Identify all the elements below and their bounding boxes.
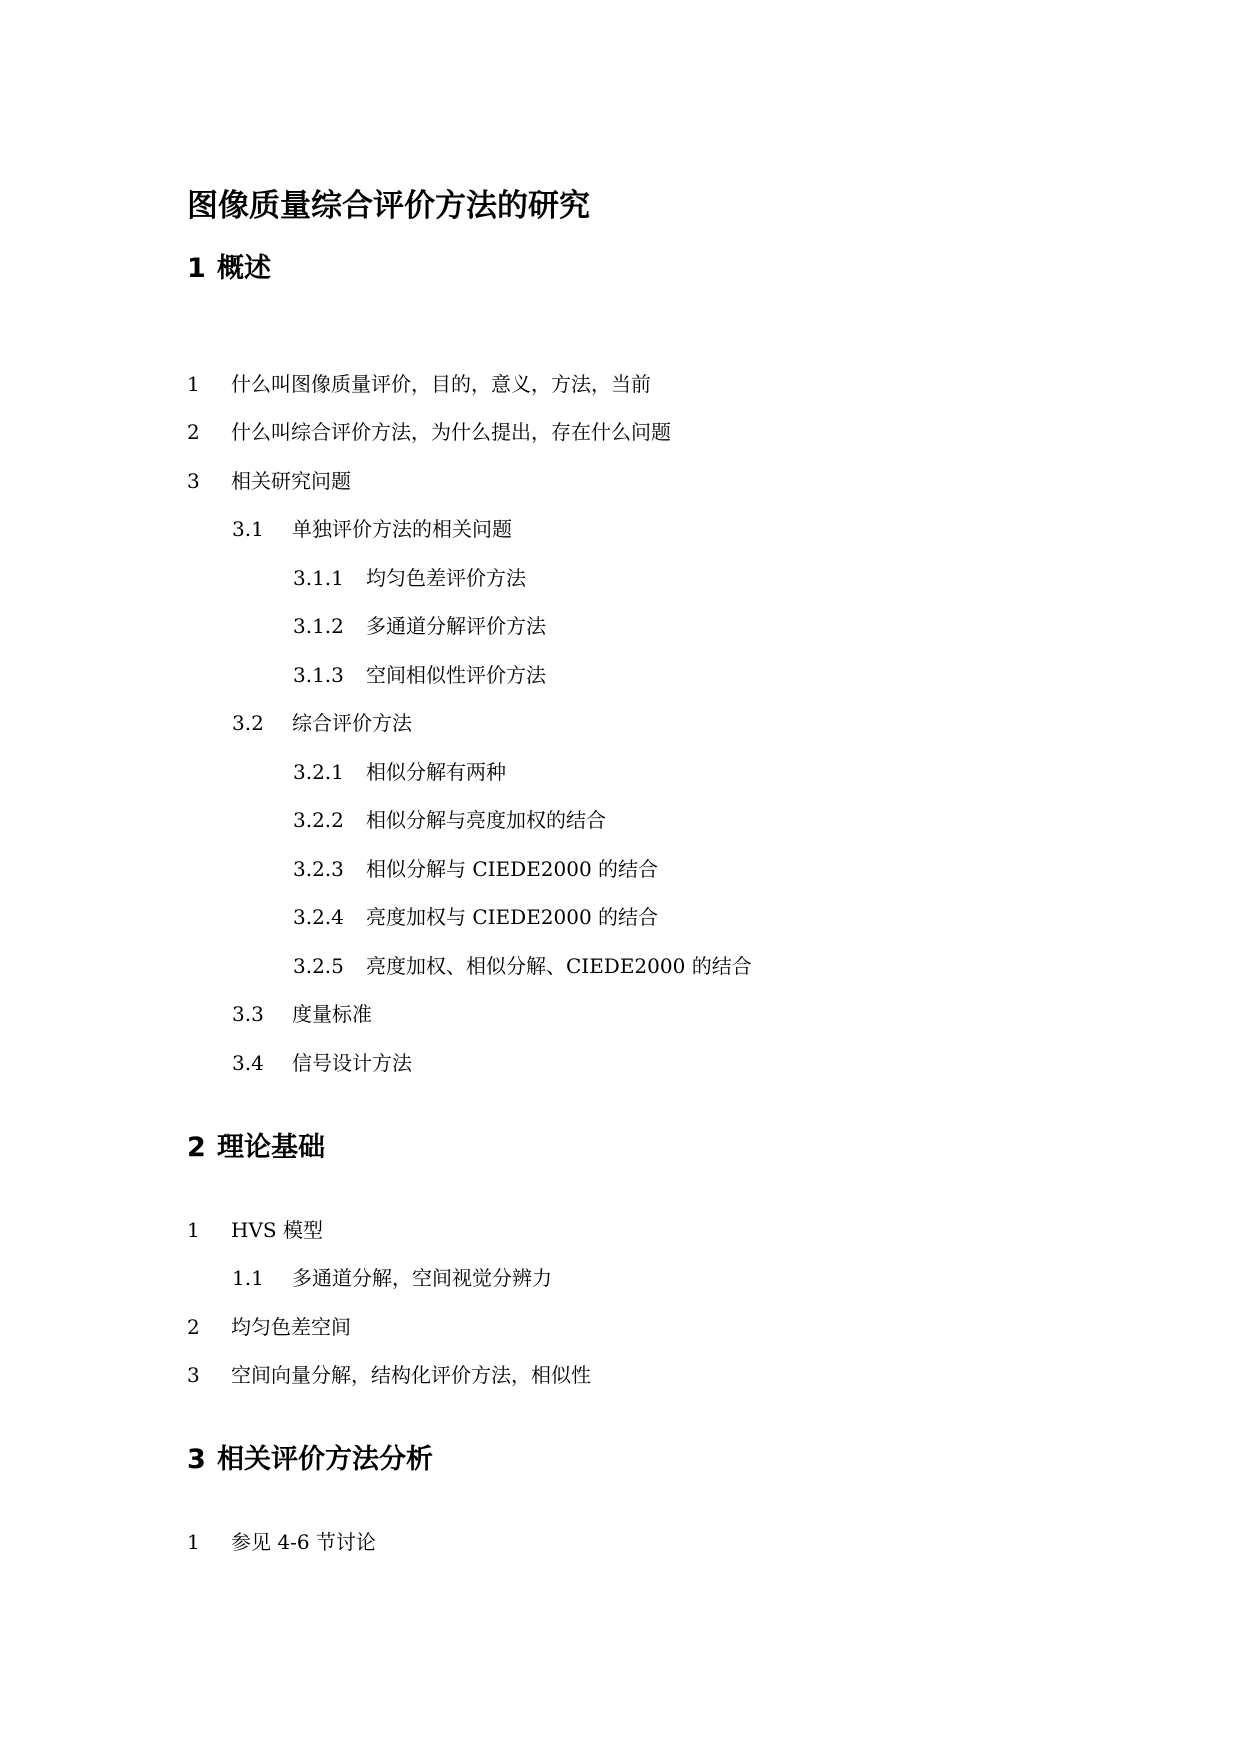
section-heading-3 (187, 1442, 433, 1478)
outline-item (187, 370, 651, 398)
item-text: 多通道分解评价方法 (366, 614, 546, 638)
outline-item (293, 903, 658, 931)
section-title: 理论基础 (217, 1132, 325, 1163)
outline-item (232, 709, 412, 737)
outline-item (187, 467, 351, 495)
item-number: 3.2.2 (293, 808, 344, 832)
item-number: 1 (187, 1530, 200, 1554)
item-number: 2 (187, 420, 200, 444)
outline-item (293, 564, 526, 592)
item-text: 信号设计方法 (292, 1051, 412, 1075)
item-text: HVS 模型 (231, 1218, 323, 1242)
item-number: 3.2 (232, 711, 264, 735)
item-text: 多通道分解，空间视觉分辨力 (292, 1266, 552, 1290)
item-text: 空间向量分解，结构化评价方法，相似性 (231, 1363, 591, 1387)
item-number: 3 (187, 469, 200, 493)
outline-item (187, 1361, 591, 1389)
section-title: 相关评价方法分析 (217, 1444, 433, 1475)
item-text: 度量标准 (292, 1002, 372, 1026)
item-text: 亮度加权、相似分解、CIEDE2000 的结合 (366, 954, 752, 978)
item-number: 3.1 (232, 517, 264, 541)
item-number: 3.4 (232, 1051, 264, 1075)
outline-item (187, 1528, 376, 1556)
section-heading-1 (187, 251, 271, 287)
item-text: 相关研究问题 (231, 469, 351, 493)
item-text: 空间相似性评价方法 (366, 663, 546, 687)
outline-item (232, 1049, 412, 1077)
item-text: 亮度加权与 CIEDE2000 的结合 (366, 905, 659, 929)
item-number: 3.2.5 (293, 954, 344, 978)
item-number: 3.3 (232, 1002, 264, 1026)
section-number: 3 (187, 1444, 206, 1475)
item-text: 均匀色差空间 (231, 1315, 351, 1339)
item-number: 3.1.2 (293, 614, 344, 638)
outline-item (293, 806, 606, 834)
outline-item (187, 1216, 323, 1244)
item-number: 3.2.4 (293, 905, 344, 929)
item-number: 1.1 (232, 1266, 264, 1290)
page-title: 图像质量综合评价方法的研究 (187, 188, 590, 224)
outline-item (293, 952, 752, 980)
outline-item (293, 612, 546, 640)
item-number: 2 (187, 1315, 200, 1339)
outline-item (232, 1264, 552, 1292)
item-text: 相似分解有两种 (366, 760, 506, 784)
item-number: 3.1.1 (293, 566, 344, 590)
item-text: 相似分解与 CIEDE2000 的结合 (366, 857, 659, 881)
section-number: 1 (187, 253, 206, 284)
item-text: 什么叫图像质量评价，目的，意义，方法，当前 (231, 372, 651, 396)
item-number: 1 (187, 1218, 200, 1242)
item-text: 相似分解与亮度加权的结合 (366, 808, 606, 832)
section-number: 2 (187, 1132, 206, 1163)
item-number: 3 (187, 1363, 200, 1387)
item-number: 3.2.3 (293, 857, 344, 881)
item-text: 单独评价方法的相关问题 (292, 517, 512, 541)
section-heading-2 (187, 1130, 325, 1166)
outline-item (293, 661, 546, 689)
item-number: 1 (187, 372, 200, 396)
item-text: 参见 4-6 节讨论 (231, 1530, 376, 1554)
outline-item (187, 1313, 351, 1341)
outline-item (187, 418, 671, 446)
item-text: 什么叫综合评价方法，为什么提出，存在什么问题 (231, 420, 671, 444)
item-text: 综合评价方法 (292, 711, 412, 735)
outline-item (232, 1000, 372, 1028)
outline-item (293, 855, 658, 883)
outline-item (293, 758, 506, 786)
item-number: 3.2.1 (293, 760, 344, 784)
section-title: 概述 (217, 253, 271, 284)
item-number: 3.1.3 (293, 663, 344, 687)
outline-item (232, 515, 512, 543)
item-text: 均匀色差评价方法 (366, 566, 526, 590)
